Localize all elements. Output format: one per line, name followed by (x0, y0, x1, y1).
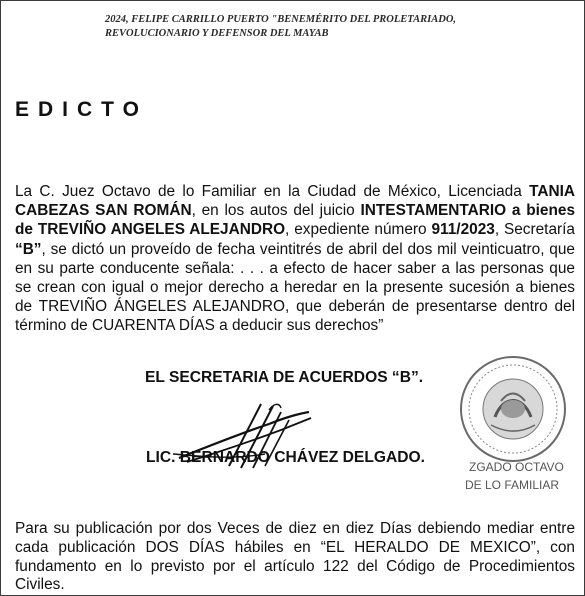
file-number: 911/2023 (431, 221, 495, 239)
header-line-2: REVOLUCIONARIO Y DEFENSOR DEL MAYAB (105, 28, 329, 39)
body-text-4: , Secretaría (494, 221, 575, 239)
header-legend (105, 13, 575, 41)
body-text-5: , se dictó un proveído de fecha veintitrés de abril del dos mil veinticuatro, que en su parte conducente señala: . . . a efecto de hacer saber a las personas que se crean con igual o mejor derecho a heredar en la presente sucesión a bienes de TREVIÑO ÁNGELES ALEJANDRO, que deberán de presentarse dentro del término de CUARENTA DÍAS a deducir sus derechos” (15, 240, 575, 335)
edict-body (15, 182, 575, 336)
judge-name: TANIA CABEZAS SAN ROMÁN (15, 183, 575, 220)
seal-text-1: ZGADO OCTAVO (469, 460, 564, 474)
court-seal (451, 347, 569, 503)
body-text-3: , expediente número (285, 221, 432, 239)
body-text-2: , en los autos del juicio (191, 202, 361, 220)
seal-text-2: DE LO FAMILIAR (465, 478, 560, 492)
trial-type: INTESTAMENTARIO a bienes de TREVIÑO ANGELES ALEJANDRO (15, 202, 575, 239)
header-line-1: 2024, FELIPE CARRILLO PUERTO "BENEMÉRITO DEL PROLETARIADO, (105, 14, 457, 25)
body-text-1: La C. Juez Octavo de lo Familiar en la Ciudad de México, Licenciada (15, 183, 530, 200)
document-title: EDICTO (15, 98, 148, 121)
signatory-name: LIC. BERNARDO CHÁVEZ DELGADO. (146, 449, 425, 466)
publication-note: Para su publicación por dos Veces de diez en diez Días debiendo mediar entre cada publicación DOS DÍAS hábiles en “EL HERALDO DE MEXICO”, con fundamento en lo previsto por el artículo 122 del Código de Procedimientos Civiles. (15, 520, 575, 594)
secretariat-letter: “B” (15, 240, 42, 258)
secretary-title: EL SECRETARIA DE ACUERDOS “B”. (145, 369, 424, 386)
